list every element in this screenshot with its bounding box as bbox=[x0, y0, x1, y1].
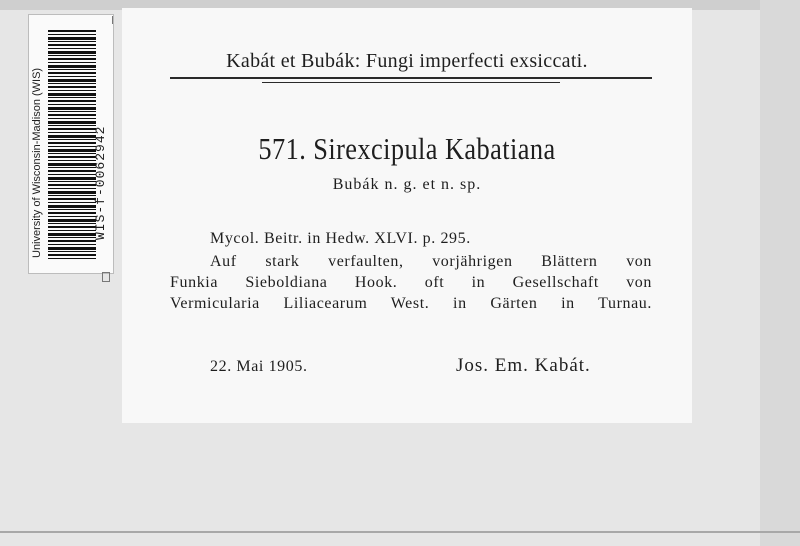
description-line: Auf stark verfaulten, vorjährigen Blättern von bbox=[210, 253, 652, 270]
series-header: Kabát et Bubák: Fungi imperfecti exsiccati. bbox=[226, 50, 588, 72]
barcode-bars bbox=[48, 30, 96, 260]
specimen-label bbox=[122, 8, 692, 423]
scale-tick bbox=[102, 272, 110, 282]
description-line: Funkia Sieboldiana Hook. oft in Gesellschaft von bbox=[170, 274, 652, 291]
literature-reference: Mycol. Beitr. in Hedw. XLVI. p. 295. bbox=[210, 230, 471, 247]
collection-date: 22. Mai 1905. bbox=[210, 358, 308, 375]
barcode-institution: University of Wisconsin-Madison (WIS) bbox=[31, 67, 43, 258]
description-line: Vermicularia Liliacearum West. in Gärten in Turnau. bbox=[170, 295, 652, 312]
sheet-right-edge bbox=[760, 0, 800, 546]
barcode-catalog-number: WIS-f-0062942 bbox=[93, 125, 108, 240]
species-title: 571. Sirexcipula Kabatiana bbox=[258, 131, 556, 166]
habitat-description bbox=[170, 251, 652, 314]
collector-name: Jos. Em. Kabát. bbox=[456, 355, 591, 376]
header-rule bbox=[170, 77, 652, 79]
header-subrule bbox=[262, 82, 560, 83]
species-authority: Bubák n. g. et n. sp. bbox=[332, 176, 482, 193]
corner-mark bbox=[112, 16, 113, 24]
sheet-bottom-line bbox=[0, 531, 800, 533]
